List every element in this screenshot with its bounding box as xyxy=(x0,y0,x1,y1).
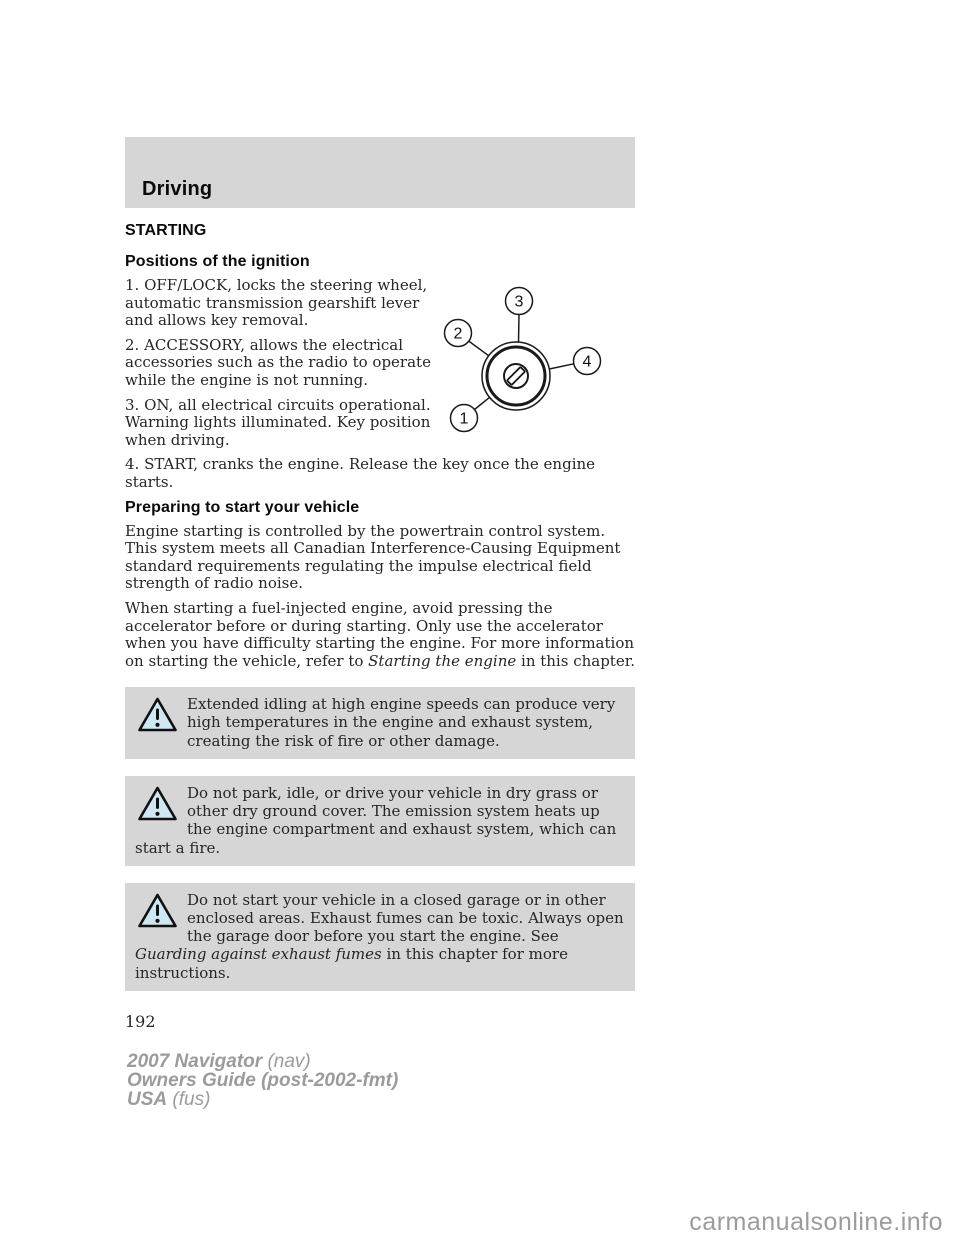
ignition-item-2: 2. ACCESSORY, allows the electrical accessories such as the radio to operate while the engine is not running. xyxy=(125,335,431,389)
svg-text:2: 2 xyxy=(453,325,463,343)
subsection-heading-preparing: Preparing to start your vehicle xyxy=(125,498,360,516)
footer-fus-code: (fus) xyxy=(167,1089,211,1110)
warning-triangle-icon xyxy=(137,892,178,929)
section-heading-starting: STARTING xyxy=(125,222,207,239)
warning-text: Do not start your vehicle in a closed garage or in other enclosed areas. Exhaust fumes can be toxic. Always open the garage door before you start the engine. See xyxy=(187,890,624,946)
chapter-title: Driving xyxy=(142,178,213,200)
footer-model: 2007 Navigator xyxy=(127,1051,263,1072)
footer-line-3 xyxy=(127,1090,398,1109)
preparing-paragraph-2 xyxy=(125,600,635,670)
callout-2 xyxy=(445,320,472,347)
warning-text: Extended idling at high engine speeds can produce very high temperatures in the engine and exhaust system, creating the risk of fire or other damage. xyxy=(187,695,616,750)
page-content xyxy=(125,137,635,1047)
footer-line-2 xyxy=(127,1071,398,1090)
footer-guide: Owners Guide (post-2002-fmt) xyxy=(127,1070,399,1091)
ignition-item-1: 1. OFF/LOCK, locks the steering wheel, automatic transmission gearshift lever and allows key removal. xyxy=(125,276,428,330)
preparing-paragraph-1: Engine starting is controlled by the powertrain control system. This system meets all Canadian Interference-Causing Equipment standard requirements regulating the impulse electrical field strength of radio noise. xyxy=(125,521,621,593)
watermark-site-name: carmanualsonline.info xyxy=(689,1208,943,1236)
ignition-switch-diagram xyxy=(443,285,608,437)
footer-publication-info xyxy=(127,1052,398,1109)
svg-text:1: 1 xyxy=(459,410,469,428)
warning-text: Do not park, idle, or drive your vehicle in dry grass or other dry ground cover. The emission system heats up the engine compartment and exhaust system, which can start a fire. xyxy=(135,783,617,857)
footer-region: USA xyxy=(127,1089,168,1110)
callout-4 xyxy=(574,348,601,375)
svg-text:4: 4 xyxy=(582,353,592,371)
ignition-items-column xyxy=(125,277,443,456)
subsection-heading-ignition-positions: Positions of the ignition xyxy=(125,253,310,270)
preparing-paragraph-2-text: When starting a fuel-injected engine, avoid pressing the accelerator before or during starting. Only use the accelerator when you have difficulty starting the engine. For more information on starting the vehicle, refer to xyxy=(125,598,635,670)
ignition-text-and-diagram xyxy=(125,277,635,456)
warning-box-closed-garage xyxy=(125,883,635,991)
warning-text-tail: in this chapter for more instructions. xyxy=(135,945,568,982)
footer-line-1 xyxy=(127,1052,398,1071)
warning-triangle-icon xyxy=(137,696,178,733)
warning-triangle-icon xyxy=(137,785,178,822)
chapter-header-band xyxy=(125,137,635,208)
preparing-paragraph-2-tail: in this chapter. xyxy=(516,651,635,670)
cross-reference-guarding-exhaust-fumes: Guarding against exhaust fumes xyxy=(135,945,382,964)
warning-box-idling xyxy=(125,687,635,759)
page-number: 192 xyxy=(125,1011,156,1031)
callout-3 xyxy=(506,288,533,315)
footer-nav-code: (nav) xyxy=(262,1051,311,1072)
warning-box-dry-grass xyxy=(125,776,635,866)
cross-reference-starting-the-engine: Starting the engine xyxy=(368,651,517,670)
ignition-item-4: 4. START, cranks the engine. Release the key once the engine starts. xyxy=(125,455,596,491)
ignition-item-3: 3. ON, all electrical circuits operational. Warning lights illuminated. Key position when driving. xyxy=(125,395,431,449)
svg-text:3: 3 xyxy=(514,293,524,311)
callout-1 xyxy=(451,405,478,432)
